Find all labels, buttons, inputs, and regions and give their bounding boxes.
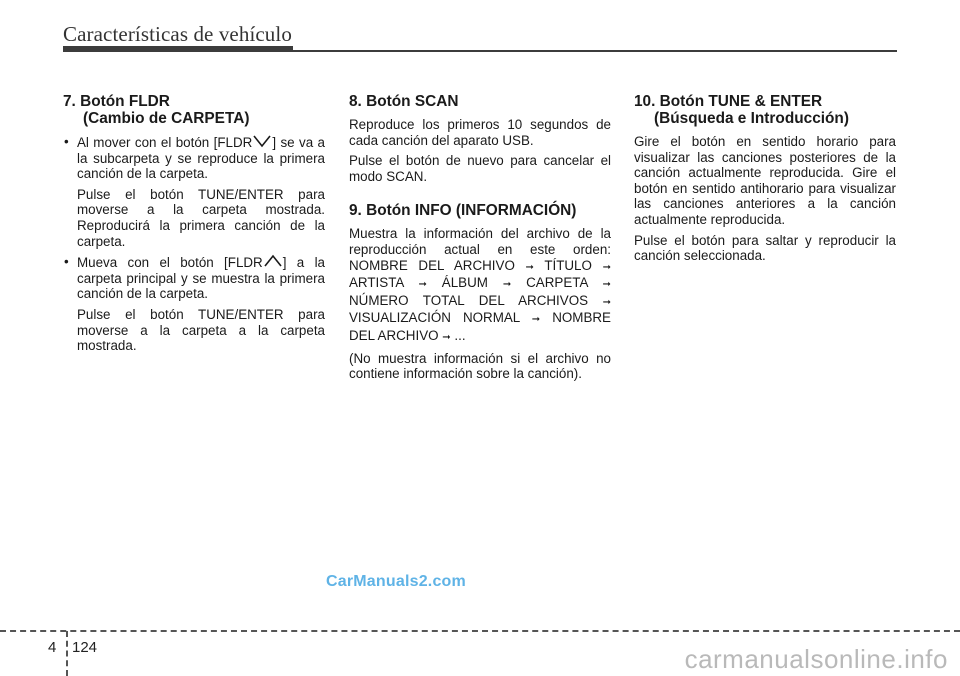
- info-step-filename: NOMBRE DEL ARCHIVO: [349, 310, 611, 343]
- arrow-icon: ➞: [418, 279, 427, 291]
- bullet-fldr-down: [63, 134, 325, 182]
- info-step-title: TÍTULO: [544, 257, 592, 273]
- info-step-normal: VISUALIZACIÓN NORMAL: [349, 310, 520, 326]
- info-step-artist: ARTISTA: [349, 275, 404, 291]
- chapter-number: 4: [48, 639, 57, 656]
- arrow-icon: ➞: [602, 279, 611, 291]
- info-paragraph: [349, 226, 611, 345]
- note-fldr-up: Pulse el botón TUNE/ENTER para moverse a la carpeta a la carpeta mostrada.: [77, 306, 325, 354]
- arrow-icon: ➞: [602, 296, 611, 308]
- arrow-icon: ➞: [602, 261, 611, 273]
- info-note: (No muestra información si el archivo no contiene información sobre la canción).: [349, 350, 611, 382]
- info-step-album: ÁLBUM: [441, 275, 488, 291]
- header-rule-thick: [63, 46, 293, 52]
- bullet-fldr-down-post: ] se va a la subcarpeta y se reproduce la primera canción de la carpeta.: [77, 135, 326, 182]
- note-fldr-down: Pulse el botón TUNE/ENTER para moverse a la carpeta mostrada. Reproducirá la primera canción de la carpeta.: [77, 186, 325, 249]
- bullet-fldr-up: [63, 254, 325, 302]
- arrow-icon: ➞: [525, 261, 534, 273]
- bullet-dot: •: [64, 134, 69, 149]
- header-rule-thin: [293, 50, 897, 52]
- column-fldr: [63, 93, 325, 359]
- section-heading-fldr: [63, 93, 325, 127]
- arrow-icon: ➞: [442, 331, 451, 343]
- footer-vertical-rule: [66, 631, 68, 676]
- footer-rule: [0, 630, 960, 632]
- info-step-end: ...: [454, 327, 466, 343]
- bullet-fldr-up-pre: Mueva con el botón [FLDR: [77, 255, 263, 271]
- heading-tune-line1: 10. Botón TUNE & ENTER: [634, 93, 823, 110]
- column-scan-info: [349, 93, 611, 387]
- heading-fldr-line1: 7. Botón FLDR: [63, 93, 170, 110]
- section-heading-info: 9. Botón INFO (INFORMACIÓN): [349, 202, 577, 220]
- tune-paragraph-2: Pulse el botón para saltar y reproducir la canción seleccionada.: [634, 232, 896, 264]
- site-watermark: carmanualsonline.info: [684, 644, 948, 674]
- bullet-fldr-down-pre: Al mover con el botón [FLDR: [77, 135, 253, 150]
- chevron-down-icon: [252, 134, 272, 148]
- arrow-icon: ➞: [531, 314, 541, 326]
- info-intro: Muestra la información del archivo de la reproducción actual en este orden: NOMBRE DEL ARCHIVO: [349, 226, 611, 273]
- heading-fldr-line2: (Cambio de CARPETA): [83, 110, 250, 127]
- bullet-fldr-up-post: ] a la carpeta principal y se muestra la primera canción de la carpeta.: [77, 255, 325, 302]
- bullet-dot: •: [64, 254, 69, 270]
- chevron-up-icon: [263, 254, 283, 268]
- watermark-link[interactable]: CarManuals2.com: [326, 573, 466, 590]
- scan-paragraph-1: Reproduce los primeros 10 segundos de cada canción del aparato USB.: [349, 117, 611, 148]
- header-title: Características de vehículo: [63, 22, 292, 46]
- page-number: 124: [72, 639, 98, 656]
- section-heading-tune: [634, 93, 896, 127]
- section-heading-scan: 8. Botón SCAN: [349, 93, 459, 110]
- column-tune-enter: [634, 93, 896, 269]
- scan-paragraph-2: Pulse el botón de nuevo para cancelar el modo SCAN.: [349, 153, 611, 184]
- arrow-icon: ➞: [502, 279, 512, 291]
- info-step-total: NÚMERO TOTAL DEL ARCHIVOS: [349, 292, 589, 308]
- tune-paragraph-1: Gire el botón en sentido horario para visualizar las canciones posteriores de la canción actualmente reproducida. Gire el botón en sentido antihorario para visualizar las canciones anteriores a la canción actualmente reproducida.: [634, 134, 896, 227]
- info-step-folder: CARPETA: [526, 275, 588, 291]
- heading-tune-line2: (Búsqueda e Introducción): [654, 110, 849, 127]
